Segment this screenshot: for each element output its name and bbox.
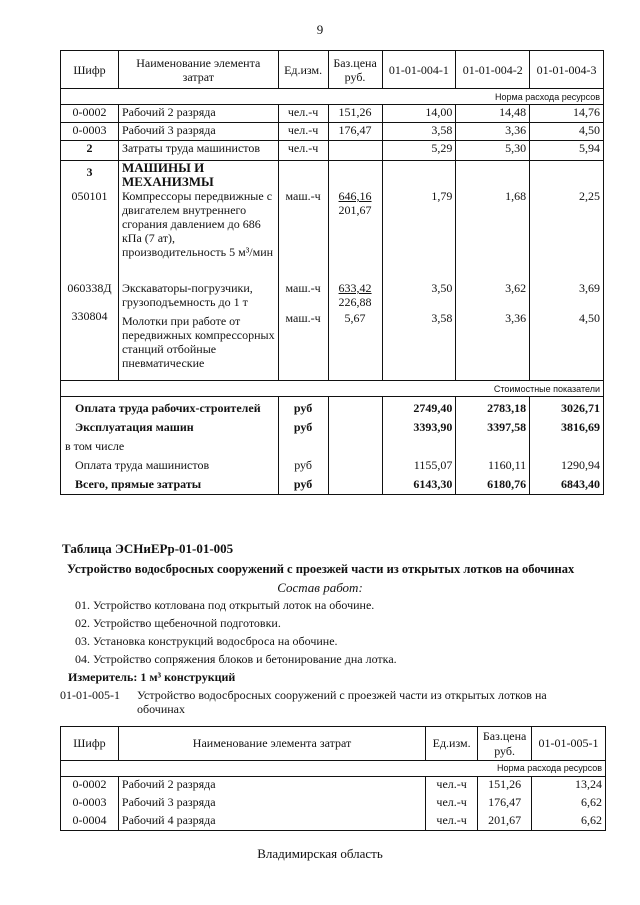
row-code: 2 <box>61 141 119 161</box>
row-name: Рабочий 3 разряда <box>118 123 278 141</box>
machine-name: Экскаваторы-погрузчики, грузоподъемность до 1 т <box>121 281 253 309</box>
page-number: 9 <box>316 22 324 37</box>
machine-price: 646,16 <box>338 189 372 203</box>
machine-v1: 3,58 <box>431 311 453 325</box>
row-name: Рабочий 4 разряда <box>118 813 425 831</box>
total-name: в том числе <box>65 439 125 453</box>
row-unit: чел.-ч <box>278 141 328 161</box>
item-code: 01-01-005-1 <box>60 688 120 702</box>
table-header-row <box>61 51 604 89</box>
col-header-v2: 01-01-004-2 <box>456 51 530 89</box>
work-item: 03. Установка конструкций водосброса на обочине. <box>75 634 338 648</box>
row-code: 0-0004 <box>61 813 119 831</box>
row-v2: 14,48 <box>456 105 530 123</box>
machine-v3: 2,25 <box>579 189 600 203</box>
table-row <box>61 813 606 831</box>
table-row <box>61 141 604 161</box>
work-item: 02. Устройство щебеночной подготовки. <box>75 616 281 630</box>
total-unit: руб <box>293 477 313 491</box>
row-name: Рабочий 3 разряда <box>118 795 425 813</box>
col-header-code: Шифр <box>61 51 119 89</box>
machine-code: 330804 <box>71 309 108 323</box>
machine-code: 060338Д <box>67 281 112 295</box>
machine-v2: 3,62 <box>505 281 527 295</box>
total-v3: 6843,40 <box>561 477 600 491</box>
row-v1: 14,00 <box>382 105 456 123</box>
row-code: 0-0003 <box>61 795 119 813</box>
row-unit: чел.-ч <box>426 813 478 831</box>
row-v2: 3,36 <box>456 123 530 141</box>
row-price: 151,26 <box>478 777 532 795</box>
total-v1: 2749,40 <box>413 401 453 415</box>
total-name: Всего, прямые затраты <box>75 477 202 491</box>
col-header-unit: Ед.изм. <box>278 51 328 89</box>
row-code: 0-0002 <box>61 777 119 795</box>
table-row <box>61 105 604 123</box>
row-v1: 13,24 <box>532 777 606 795</box>
section-heading: Устройство водосбросных сооружений с проезжей части из открытых лотков на обочинах <box>67 562 575 576</box>
col-header-unit: Ед.изм. <box>426 727 478 761</box>
norm-label: Норма расхода ресурсов <box>61 761 606 777</box>
total-v2: 2783,18 <box>487 401 527 415</box>
norm-label: Норма расхода ресурсов <box>61 89 604 105</box>
machine-v1: 3,50 <box>431 281 453 295</box>
machine-unit: маш.-ч <box>285 311 321 325</box>
row-v3: 4,50 <box>530 123 604 141</box>
table-row <box>61 777 606 795</box>
col-header-code: Шифр <box>61 727 119 761</box>
col-header-v3: 01-01-004-3 <box>530 51 604 89</box>
table-header-row <box>61 727 606 761</box>
total-unit: руб <box>293 401 313 415</box>
row-v2: 5,30 <box>456 141 530 161</box>
total-v2: 6180,76 <box>487 477 527 491</box>
col-header-price: Баз.цена руб. <box>328 51 382 89</box>
col-header-v1: 01-01-004-1 <box>382 51 456 89</box>
row-unit: чел.-ч <box>426 795 478 813</box>
row-code: 0-0002 <box>61 105 119 123</box>
machine-code: 050101 <box>71 189 108 203</box>
machine-price: 5,67 <box>344 311 366 325</box>
col-header-name: Наименование элемента затрат <box>118 51 278 89</box>
row-v1: 6,62 <box>532 813 606 831</box>
row-v1: 6,62 <box>532 795 606 813</box>
total-v2: 1160,11 <box>488 458 527 472</box>
row-price <box>328 141 382 161</box>
total-v3: 1290,94 <box>561 458 600 472</box>
machines-section <box>61 161 604 381</box>
table-row <box>61 123 604 141</box>
row-price: 176,47 <box>478 795 532 813</box>
row-price: 151,26 <box>328 105 382 123</box>
total-unit: руб <box>293 420 313 434</box>
total-name: Оплата труда машинистов <box>75 458 210 472</box>
machine-name: Молотки при работе от передвижных компрессорных станций отбойные пневматические <box>121 314 275 370</box>
total-name: Оплата труда рабочих-строителей <box>75 401 261 415</box>
machine-v3: 3,69 <box>579 281 600 295</box>
row-unit: чел.-ч <box>278 105 328 123</box>
total-v2: 3397,58 <box>487 420 527 434</box>
col-header-v1: 01-01-005-1 <box>532 727 606 761</box>
section-title: МАШИНЫ И МЕХАНИЗМЫ <box>121 160 214 189</box>
row-name: Рабочий 2 разряда <box>118 777 425 795</box>
total-name: Эксплуатация машин <box>75 420 194 434</box>
machine-unit: маш.-ч <box>285 189 321 203</box>
machine-v2: 3,36 <box>505 311 527 325</box>
total-unit: руб <box>294 458 312 472</box>
total-v1: 3393,90 <box>413 420 453 434</box>
row-v1: 5,29 <box>382 141 456 161</box>
row-unit: чел.-ч <box>426 777 478 795</box>
row-v1: 3,58 <box>382 123 456 141</box>
row-name: Рабочий 2 разряда <box>118 105 278 123</box>
total-v1: 1155,07 <box>413 458 453 472</box>
item-text: Устройство водосбросных сооружений с проезжей части из открытых лотков на <box>137 688 547 702</box>
cost-label: Стоимостные показатели <box>61 381 604 397</box>
footer-region: Владимирская область <box>257 846 383 861</box>
item-text-2: обочинах <box>137 702 185 716</box>
table-title: Таблица ЭСНиЕРр-01-01-005 <box>62 541 234 556</box>
row-v3: 14,76 <box>530 105 604 123</box>
section-code: 3 <box>86 165 93 179</box>
machine-price-2: 201,67 <box>338 203 372 217</box>
total-v1: 6143,30 <box>413 477 453 491</box>
row-v3: 5,94 <box>530 141 604 161</box>
total-v3: 3816,69 <box>561 420 600 434</box>
table-row <box>61 795 606 813</box>
works-title: Состав работ: <box>277 580 363 595</box>
resource-table-005 <box>60 726 606 831</box>
row-price: 176,47 <box>328 123 382 141</box>
col-header-name: Наименование элемента затрат <box>118 727 425 761</box>
meter-label: Измеритель: 1 м³ конструкций <box>68 670 236 684</box>
work-item: 01. Устройство котлована под открытый лоток на обочине. <box>75 598 375 612</box>
machine-v2: 1,68 <box>505 189 527 203</box>
machine-v1: 1,79 <box>431 189 453 203</box>
row-unit: чел.-ч <box>278 123 328 141</box>
totals-section <box>61 397 604 495</box>
row-code: 0-0003 <box>61 123 119 141</box>
machine-name: Компрессоры передвижные с двигателем внутреннего сгорания давлением до 686 кПа (7 ат), производительность 5 м³/мин <box>121 189 274 259</box>
resource-table-004 <box>60 50 604 495</box>
work-item: 04. Устройство сопряжения блоков и бетонирование дна лотка. <box>75 652 397 666</box>
col-header-price: Баз.цена руб. <box>478 727 532 761</box>
machine-v3: 4,50 <box>579 311 600 325</box>
machine-price-2: 226,88 <box>338 295 372 309</box>
total-v3: 3026,71 <box>561 401 600 415</box>
row-name: Затраты труда машинистов <box>118 141 278 161</box>
row-price: 201,67 <box>478 813 532 831</box>
machine-price: 633,42 <box>338 281 372 295</box>
machine-unit: маш.-ч <box>285 281 321 295</box>
